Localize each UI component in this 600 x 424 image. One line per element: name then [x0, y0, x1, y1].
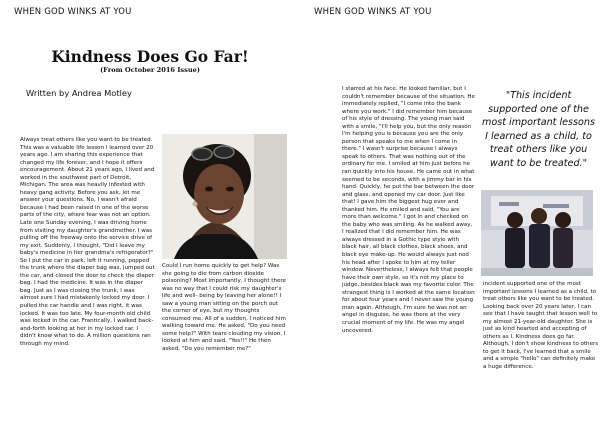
article-column-1 [20, 137, 155, 421]
pull-quote: "This incident supported one of the most important lessons I learned as a child, to treat others like you want to be treated." [482, 90, 595, 169]
article-column-2 [162, 263, 286, 409]
running-header: WHEN GOD WINKS AT YOU [14, 7, 132, 17]
article-column-4 [483, 281, 599, 411]
article-column-3 [342, 86, 475, 420]
portrait-illustration [162, 134, 287, 259]
article-text: Always treat others like you want to be treated. This was a valuable life lesson I learned over 20 years ago. I am sharing this experience that changed my life forever, and I hope it offers encouragement. About 21 years ago, I lived and worked in the southwest part of Detroit, Michigan. The area was heavily infested with heavy gang activity. Before you ask, let me answer your questions. No, I wasn't afraid because I had been raised in one of the worse parts of the city, where fear was not an option. Late one Sunday evening, I was driving home from visiting my daughter's grandmother. I was pulling off the freeway onto the service drive of my exit. Suddenly, I thought, "Did I leave my baby's medicine in her grandma's refrigerator?" So I put the car in park, left it running, popped the trunk where the diaper bag was, jumped out the car, and closed the door to check the diaper bag. I had the medicine. It was in the diaper bag. Just as I was closing the trunk, I was almost sure I had mistakenly locked my door. I pulled the car handle and I was right, it was locked. It was too late. My four-month old child was locked in the car. Frantically, I walked back-and-forth looking at her in my locked car. I didn't know what to do. A million questions ran through my mind. [20, 137, 155, 347]
article-text: Could I run home quickly to get help? Was she going to die from carbon dioxide poisoning? Most importantly, I thought there was no way that I could risk my daughter's life and well- being by leaving her alone!! I saw a young man sitting on the porch out the corner of eye, but my thoughts consumed me. All of a sudden, I noticed him walking toward me. He asked, "Do you need some help?" With tears clouding my vision, I looked at him and said, "Yes!!" He then asked, "Do you remember me?" [162, 263, 286, 353]
article-title: Kindness Does Go Far! [51, 47, 249, 66]
event-photo-illustration [481, 190, 593, 276]
running-header: WHEN GOD WINKS AT YOU [314, 7, 432, 17]
article-text: incident supported one of the most important lessons I learned as a child, to treat others like you want to be treated. Looking back over 20 years later, I can see that I have taught that lesson well to my almost 21-year-old daughter. She is just as kind hearted and accepting of others as I. Kindness does go far. Although, I don't show kindness to others to get it back, I've learned that a smile and a simple "hello" can definitely make a huge difference. [483, 281, 599, 371]
article-text: I starred at his face. He looked familiar, but I couldn't remember because of the situation. He immediately replied, "I come into the bank where you work." I did remember him because of his style of dressing. The young man said with a smile, "I'll help you, but the only reason I'm helping you is because you are the only person that speaks to me when I come in there." I wasn't surprise because I always speak to others. That was nothing out of the ordinary for me. I smiled at him just before he ran quickly into his house. He came out in what seemed to be seconds, with a jimmy bar in his hand. Quickly, he put the bar between the door and glass, and opened my car door. Just like that! I gave him the biggest hug ever and thanked him. He smiled and said, "You are more than welcome." I got in and checked on the baby who was smiling. As he walked away, I realized that I did remember him. He was always dressed in a Gothic type style with black hair, all black clothes, black shoes, and black eye make-up. He would always just nod his head after I spoke to him at my teller window. Nevertheless, I always felt that people have their own style, so it's not my place to judge, besides black was my favorite color. The strangest thing is I worked at the same location for about four years and I never saw the young man again. Although, I'm sure he was not an angel in disguise, he was there at the very crucial moment of my life. He was my angel uncovered. [342, 86, 475, 334]
byline: Written by Andrea Motley [26, 88, 132, 98]
article-subtitle: (From October 2016 Issue) [100, 66, 200, 74]
event-photo [481, 190, 593, 276]
right-page [300, 0, 600, 424]
author-portrait-photo [162, 134, 287, 259]
